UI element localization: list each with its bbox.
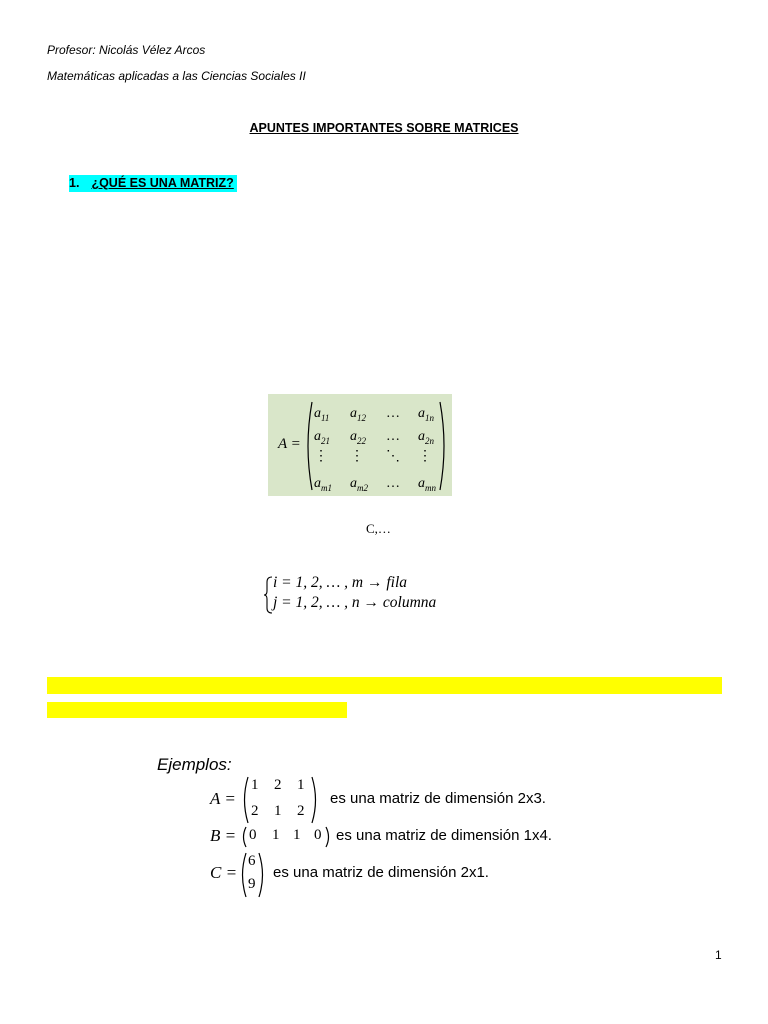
- index-ranges: [264, 574, 484, 614]
- i-range: i = 1, 2, … , m → fila: [273, 574, 408, 591]
- page-number: 1: [715, 948, 722, 962]
- section-title: ¿QUÉ ES UNA MATRIZ?: [91, 176, 234, 190]
- j-range: j = 1, 2, … , n → columna: [273, 594, 437, 611]
- matrix-cell: 1: [293, 827, 301, 843]
- left-parenthesis: [240, 776, 250, 824]
- right-parenthesis: [324, 826, 332, 848]
- highlight-bar: [47, 702, 347, 718]
- matrix-cell: 0: [314, 827, 322, 843]
- right-parenthesis: [310, 776, 320, 824]
- matrix-entry: $a_{12}$: [350, 406, 366, 423]
- matrix-entry: ⋮: [314, 449, 328, 464]
- right-parenthesis: [438, 400, 450, 492]
- matrix-entry: $a_{21}$: [314, 429, 330, 446]
- matrix-entry: ⋮: [350, 449, 364, 464]
- matrix-entry: $a_{m1}$: [314, 476, 332, 493]
- matrix-cell: 1: [251, 777, 259, 793]
- matrix-entry: …: [386, 406, 400, 421]
- example-a-description: es una matriz de dimensión 2x3.: [330, 790, 546, 807]
- example-b-description: es una matriz de dimensión 1x4.: [336, 827, 552, 844]
- highlight-bar: [47, 677, 722, 694]
- matrix-cell: 9: [248, 876, 256, 892]
- example-c-description: es una matriz de dimensión 2x1.: [273, 864, 489, 881]
- matrix-entry: $a_{11}$: [314, 406, 330, 423]
- matrix-name: A =: [278, 436, 301, 452]
- example-b: [210, 826, 610, 850]
- matrix-names-note: C,…: [366, 521, 391, 536]
- left-parenthesis: [238, 852, 248, 898]
- left-parenthesis: [302, 400, 314, 492]
- matrix-cell: 1: [274, 803, 282, 819]
- section-number: 1.: [69, 176, 80, 190]
- examples-title: Ejemplos:: [157, 755, 232, 774]
- matrix-cell: 1: [297, 777, 305, 793]
- professor-name: Profesor: Nicolás Vélez Arcos: [47, 43, 206, 57]
- matrix-entry: $a_{22}$: [350, 429, 366, 446]
- matrix-c-name: C =: [210, 863, 238, 882]
- matrix-cell: 2: [297, 803, 305, 819]
- matrix-entry: $a_{1n}$: [418, 406, 434, 423]
- general-matrix: [268, 394, 452, 496]
- matrix-cell: 6: [248, 853, 256, 869]
- matrix-entry: $a_{m2}$: [350, 476, 368, 493]
- matrix-entry: …: [386, 429, 400, 444]
- section-heading: [69, 175, 237, 192]
- matrix-entry: $a_{mn}$: [418, 476, 436, 493]
- matrix-cell: 1: [272, 827, 280, 843]
- matrix-entry: $a_{2n}$: [418, 429, 434, 446]
- matrix-entry: ⋮: [418, 449, 432, 464]
- example-a: [210, 776, 610, 824]
- matrix-cell: 2: [274, 777, 282, 793]
- matrix-b-name: B =: [210, 826, 237, 845]
- matrix-cell: 0: [249, 827, 257, 843]
- course-name: Matemáticas aplicadas a las Ciencias Sociales II: [47, 69, 306, 83]
- matrix-entry: …: [386, 476, 400, 491]
- matrix-entry: ⋱: [386, 449, 400, 464]
- document-title: APUNTES IMPORTANTES SOBRE MATRICES: [249, 121, 519, 135]
- left-parenthesis: [240, 826, 248, 848]
- example-c: [210, 852, 610, 900]
- matrix-a-name: A =: [210, 789, 236, 808]
- right-parenthesis: [257, 852, 267, 898]
- matrix-cell: 2: [251, 803, 259, 819]
